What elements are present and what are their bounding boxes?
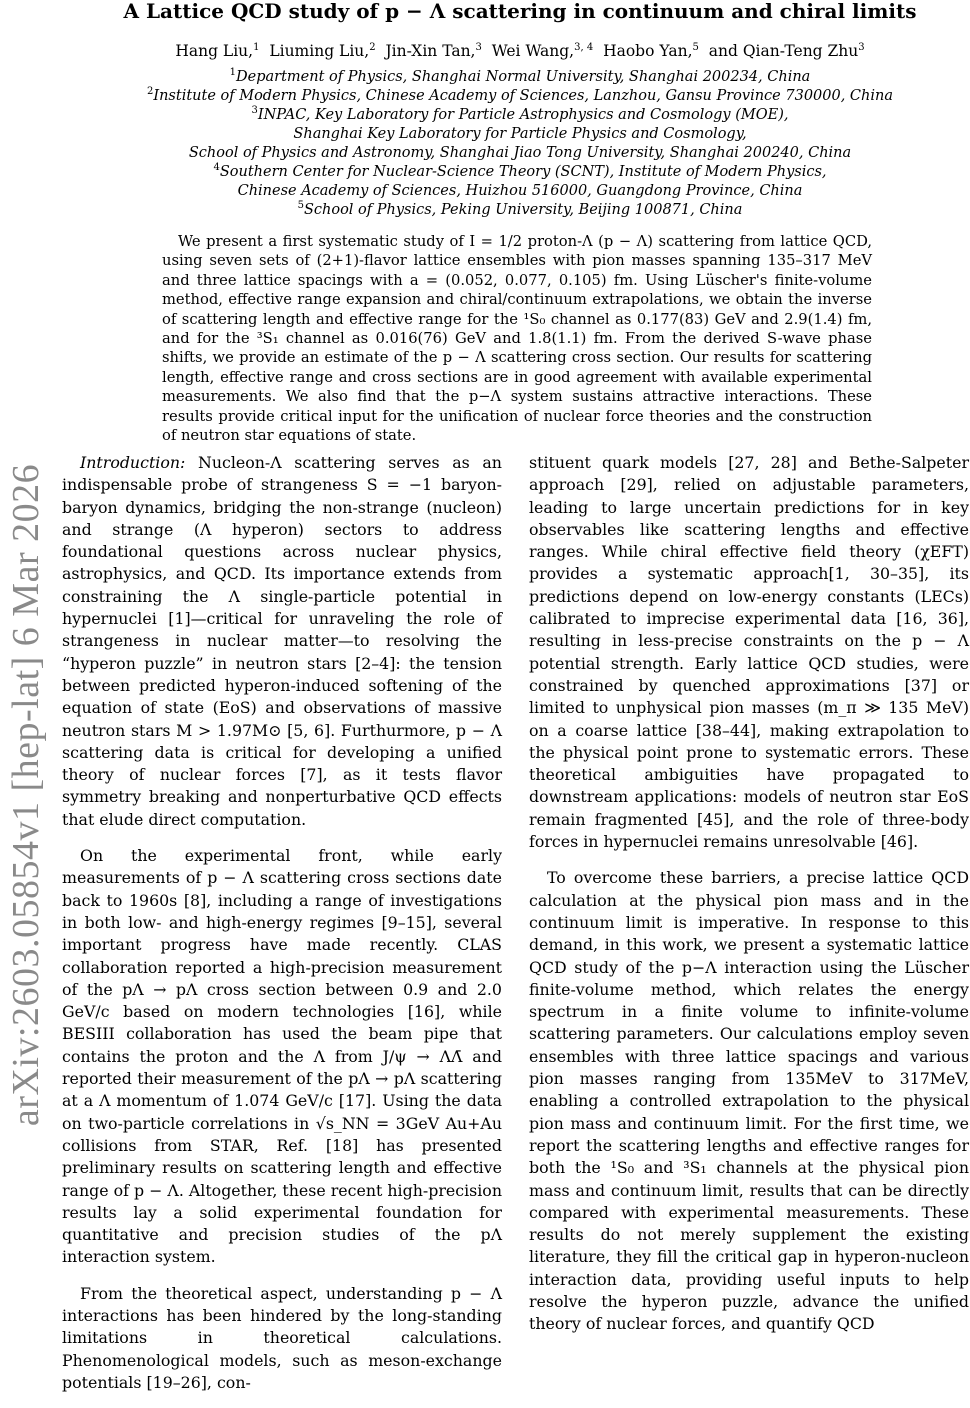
paragraph: To overcome these barriers, a precise lattice QCD calculation at the physical pion mass and in the continuum limit is imperative. In response to this demand, in this work, we present a systematic lattice QCD study of the p−Λ interaction using the Lüscher finite-volume method, which relates the energy spectrum in a finite volume to infinite-volume scattering parameters. Our calculations employ seven ensembles with three lattice spacings and various pion masses ranging from 135MeV to 317MeV, enabling a controlled extrapolation to the physical pion mass and continuum limit. For the first time, we report the scattering lengths and effective ranges for both the ¹S₀ and ³S₁ channels at the physical pion mass and continuum limit, results that can be directly compared with experimental measurements. These results do not merely supplement the existing literature, they fill the critical gap in hyperon-nucleon interaction data, providing useful inputs to help resolve the hyperon puzzle, advance the unified theory of nuclear forces, and quantify QCD: [529, 868, 969, 1334]
paper-title: A Lattice QCD study of p − Λ scattering in continuum and chiral limits: [123, 0, 917, 23]
author: Wei Wang,$^{3, 4}$: [491, 42, 594, 60]
paragraph: From the theoretical aspect, understanding p − Λ interactions has been hindered by the long-standing limitations in theoretical calculations. Phenomenological models, such as meson-exchange potentials [19–26], con-: [62, 1283, 502, 1392]
affiliation: Shanghai Key Laboratory for Particle Physics and Cosmology,: [293, 126, 747, 142]
author-list: [70, 40, 970, 62]
paragraph: Introduction: Nucleon-Λ scattering serves as an indispensable probe of strangeness S = −1 baryon-baryon dynamics, bridging the non-strange (nucleon) and strange (Λ hyperon) sectors to address foundational questions across nuclear physics, astrophysics, and QCD. Its importance extends from constraining the Λ single-particle potential in hypernuclei [1]—critical for unraveling the role of strangeness in nuclear matter—to resolving the “hyperon puzzle” in neutron stars [2–4]: the tension between predicted hyperon-induced softening of the equation of state (EoS) and observations of massive neutron stars M > 1.97M⊙ [5, 6]. Furthurmore, p − Λ scattering data is critical for developing a unified theory of nuclear forces [7], as it tests flavor symmetry breaking and nonperturbative QCD effects that elude direct computation.: [62, 453, 502, 829]
arxiv-identifier: arXiv:2603.05854v1 [hep-lat] 6 Mar 2026: [5, 463, 47, 1127]
author: Liuming Liu,$^2$: [269, 42, 376, 60]
affiliation: $^1$Department of Physics, Shanghai Normal University, Shanghai 200234, China: [229, 67, 811, 85]
left-column: [62, 452, 502, 1408]
author: and Qian-Teng Zhu$^3$: [708, 42, 865, 60]
paragraph: On the experimental front, while early measurements of p − Λ scattering cross sections date back to 1960s [8], including a range of investigations in both low- and high-energy regimes [9–15], several important progress have made recently. CLAS collaboration reported a high-precision measurement of the pΛ → pΛ cross section between 0.9 and 2.0 GeV/c based on modern technologies [16], while BESIII collaboration has used the beam pipe that contains the proton and the Λ from J/ψ → ΛΛ̄ and reported their measurement of the pΛ → pΛ scattering at a Λ momentum of 1.074 GeV/c [17]. Using the data on two-particle correlations in √s_NN = 3GeV Au+Au collisions from STAR, Ref. [18] has presented preliminary results on scattering length and effective range of p − Λ. Altogether, these recent high-precision results lay a solid experimental foundation for quantitative and precision studies of the pΛ interaction system.: [62, 846, 502, 1267]
author: Jin-Xin Tan,$^3$: [385, 42, 482, 60]
affiliation: Chinese Academy of Sciences, Huizhou 516000, Guangdong Province, China: [237, 183, 803, 199]
affiliation: $^5$School of Physics, Peking University, Beijing 100871, China: [297, 200, 743, 218]
affiliation: $^4$Southern Center for Nuclear-Science Theory (SCNT), Institute of Modern Physics,: [213, 162, 827, 180]
author: Hang Liu,$^1$: [175, 42, 260, 60]
paragraph: stituent quark models [27, 28] and Bethe-Salpeter approach [29], relied on adjustable parameters, leading to large uncertain predictions for in key observables like scattering lengths and effective ranges. While chiral effective field theory (χEFT) provides a systematic approach[1, 30–35], its predictions depend on low-energy constants (LECs) calibrated to imprecise experimental data [16, 36], resulting in less-precise constraints on the p − Λ potential strength. Early lattice QCD studies, were constrained by quenched approximations [37] or limited to unphysical pion masses (m_π ≫ 135 MeV) on a coarse lattice [38–44], making extrapolation to the physical point prone to systematic errors. These theoretical ambiguities have propagated to downstream applications: models of neutron star EoS remain fragmented [45], and the role of three-body forces in hypernuclei remains unresolvable [46].: [529, 453, 969, 852]
affiliation: School of Physics and Astronomy, Shanghai Jiao Tong University, Shanghai 200240, China: [188, 145, 852, 161]
author: Haobo Yan,$^5$: [603, 42, 699, 60]
section-label: Introduction:: [80, 453, 186, 472]
abstract: We present a first systematic study of I = 1/2 proton-Λ (p − Λ) scattering from lattice QCD, using seven sets of (2+1)-flavor lattice ensembles with pion masses spanning 135–317 MeV and three lattice spacings with a = (0.052, 0.077, 0.105) fm. Using Lüscher's finite-volume method, effective range expansion and chiral/continuum extrapolations, we obtain the inverse of scattering length and effective range for the ¹S₀ channel as 0.177(83) GeV and 2.9(1.4) fm, and for the ³S₁ channel as 0.016(76) GeV and 1.8(1.1) fm. From the derived S-wave phase shifts, we provide an estimate of the p − Λ scattering cross section. Our results for scattering length, effective range and cross sections are in good agreement with available experimental measurements. We also find that the p−Λ system sustains attractive interactions. These results provide critical input for the unification of nuclear force theories and the construction of neutron star equations of state.: [162, 233, 872, 445]
affiliation-list: [70, 68, 970, 220]
affiliation: $^3$INPAC, Key Laboratory for Particle Astrophysics and Cosmology (MOE),: [251, 105, 789, 123]
arxiv-sidebar: [0, 0, 52, 1200]
affiliation: $^2$Institute of Modern Physics, Chinese Academy of Sciences, Lanzhou, Gansu Province 730000, China: [146, 86, 893, 104]
right-column: [529, 452, 969, 1350]
